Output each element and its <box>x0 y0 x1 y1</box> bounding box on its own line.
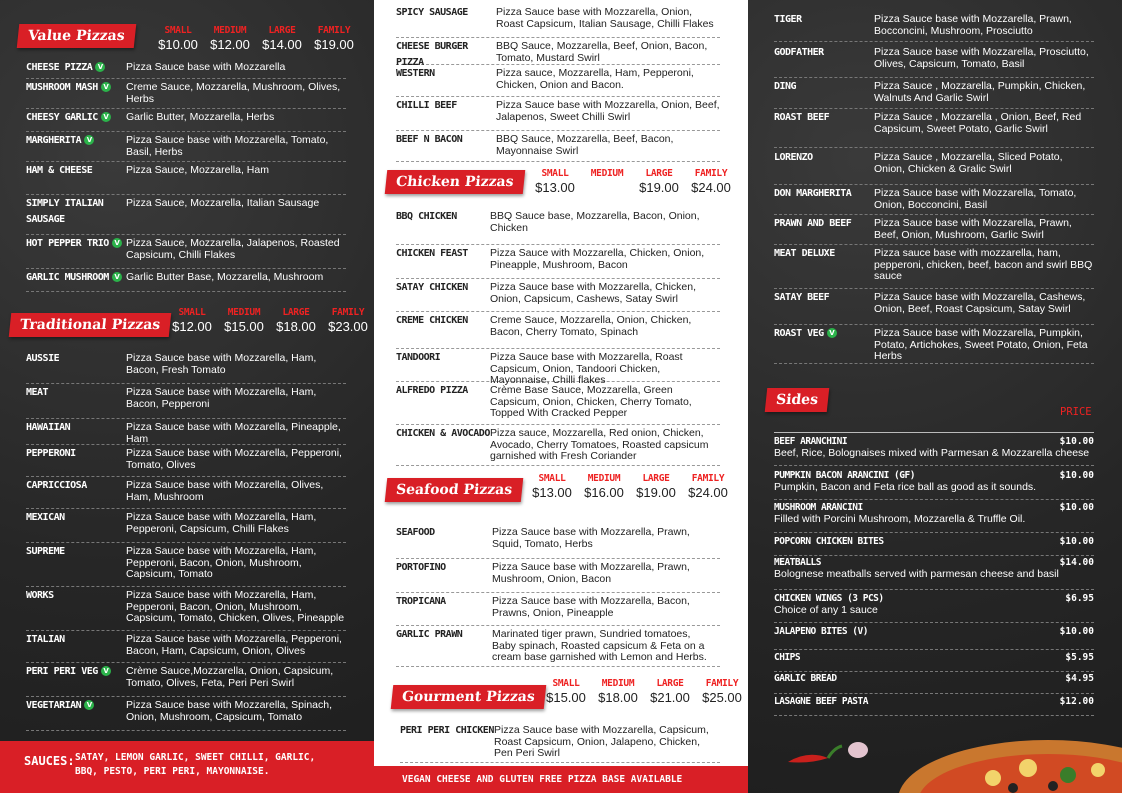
size-price: $12.00 <box>172 319 212 334</box>
item-name: ITALIAN <box>26 634 65 645</box>
item-name: MEXICAN <box>26 512 65 523</box>
size-small <box>166 307 218 334</box>
menu-item-tandoori <box>396 350 720 386</box>
side-name: POPCORN CHICKEN BITES <box>774 536 884 547</box>
side-item-pumpkin-bacon-arancini-gf <box>774 470 1094 500</box>
size-label: SMALL <box>541 168 569 179</box>
side-price: $10.00 <box>1059 536 1094 547</box>
menu-item-creme-chicken <box>396 313 720 349</box>
item-name: BEEF N BACON <box>396 134 463 145</box>
item-name: ROAST BEEF <box>774 112 830 123</box>
item-description: Pizza Sauce base with Mozzarella, Tomato, Basil, Herbs <box>126 134 329 158</box>
item-name: MARGHERITA <box>26 135 82 146</box>
size-label: MEDIUM <box>587 473 621 484</box>
size-small <box>152 25 204 52</box>
menu-item-hawaiian <box>26 420 346 445</box>
menu-item-don-margherita <box>774 186 1094 215</box>
side-item-jalapeno-bites-v <box>774 626 1094 650</box>
item-name: ALFREDO PIZZA <box>396 385 468 396</box>
item-description: Pizza Sauce base with Mozzarella, Ham, Pepperoni, Bacon, Onion, Mushroom, Capsicum, Tomato, Chicken, Olives, Pineapple <box>126 589 345 624</box>
size-label: SMALL <box>552 678 580 689</box>
size-price: $10.00 <box>158 37 198 52</box>
item-description: Pizza Sauce base with Mozzarella, Ham, Pepperoni, Bacon, Onion, Mushroom, Capsicum, Tomato <box>126 545 317 580</box>
traditional-pizzas-banner: Traditional Pizzas <box>9 313 172 337</box>
menu-item-godfather <box>774 45 1094 78</box>
item-description: Pizza Sauce base with Mozzarella, Prosciutto, Olives, Capsicum, Tomato, Basil <box>874 46 1089 70</box>
side-item-beef-aranchini <box>774 436 1094 466</box>
size-price: $25.00 <box>702 690 742 705</box>
menu-item-meat-deluxe <box>774 246 1094 289</box>
side-name: GARLIC BREAD <box>774 673 837 684</box>
size-large <box>256 25 308 52</box>
menu-item-satay-chicken <box>396 280 720 312</box>
menu-item-tropicana <box>396 594 720 626</box>
size-price: $13.00 <box>532 485 572 500</box>
item-description: BBQ Sauce, Mozzarella, Beef, Bacon, Mayonnaise Swirl <box>496 133 674 157</box>
item-name: CHEESE PIZZA <box>26 62 93 73</box>
menu-item-hot-pepper-trio <box>26 236 346 269</box>
side-price: $12.00 <box>1059 696 1094 707</box>
size-price: $19.00 <box>636 485 676 500</box>
middle-panel <box>374 0 748 793</box>
menu-item-beef-n-bacon <box>396 132 720 162</box>
item-description: Pizza Sauce , Mozzarella, Sliced Potato, Onion, Chicken & Gralic Swirl <box>874 151 1063 175</box>
item-description: Pizza Sauce base with Mozzarella, Onion, Roast Capsicum, Italian Sausage, Chilli Flakes <box>496 6 714 30</box>
item-description: Pizza Sauce base with Mozzarella, Ham, Pepperoni, Capsicum, Chilli Flakes <box>126 511 317 535</box>
seafood-sizes <box>526 473 734 500</box>
item-name: MEAT <box>26 387 49 398</box>
item-name: CHEESE BURGER PIZZA <box>396 41 468 68</box>
price-label: PRICE <box>1060 406 1092 418</box>
item-name: HAWAIIAN <box>26 422 71 433</box>
size-label: LARGE <box>645 168 673 179</box>
item-name: SATAY CHICKEN <box>396 282 468 293</box>
menu-item-bbq-chicken <box>396 209 720 245</box>
side-price: $10.00 <box>1059 436 1094 447</box>
size-family <box>685 168 737 195</box>
item-description: Pizza Sauce base with Mozzarella, Chicken, Onion, Capsicum, Cashews, Satay Swirl <box>490 281 697 305</box>
size-family <box>682 473 734 500</box>
item-name: PERI PERI CHICKEN <box>400 725 494 736</box>
size-small <box>540 678 592 705</box>
item-description: Creme Sauce, Mozzarella, Onion, Chicken, Bacon, Cherry Tomato, Spinach <box>490 314 692 338</box>
menu-item-chicken-feast <box>396 246 720 279</box>
menu-item-ding <box>774 79 1094 109</box>
item-description: Pizza sauce base with mozzarella, ham, pepperoni, chicken, beef, bacon and swirl BBQ sauce <box>874 247 1093 282</box>
side-price: $5.95 <box>1065 652 1094 663</box>
item-name: CAPRICCIOSA <box>26 480 87 491</box>
size-family <box>696 678 748 705</box>
item-name: BBQ CHICKEN <box>396 211 457 222</box>
menu-item-seafood <box>396 525 720 559</box>
chicken-pizzas-banner: Chicken Pizzas <box>385 170 525 194</box>
menu-item-cheese-pizza <box>26 60 346 79</box>
item-name: PERI PERI VEG <box>26 666 98 677</box>
item-name: PORTOFINO <box>396 562 446 573</box>
size-label: FAMILY <box>691 473 725 484</box>
menu-item-roast-beef <box>774 110 1094 148</box>
size-label: LARGE <box>282 307 310 318</box>
size-label: SMALL <box>178 307 206 318</box>
size-small <box>529 168 581 195</box>
item-description: Pizza Sauce base with Mozzarella, Onion, Beef, Jalapenos, Sweet Chilli Swirl <box>496 99 720 123</box>
menu-item-simply-italian-sausage <box>26 196 346 235</box>
side-price: $10.00 <box>1059 470 1094 481</box>
side-description: Filled with Porcini Mushroom, Mozzarella & Truffle Oil. <box>774 513 1026 525</box>
item-name: WESTERN <box>396 68 435 79</box>
item-description: Garlic Butter, Mozzarella, Herbs <box>126 111 275 123</box>
item-description: Pizza Sauce base with Mozzarella, Ham, Bacon, Pepperoni <box>126 386 317 410</box>
item-description: Pizza Sauce, Mozzarella, Ham <box>126 164 269 176</box>
size-label: FAMILY <box>705 678 739 689</box>
item-description: Garlic Butter Base, Mozzarella, Mushroom <box>126 271 324 283</box>
item-name: CHEESY GARLIC <box>26 112 98 123</box>
item-description: Marinated tiger prawn, Sundried tomatoes, Baby spinach, Roasted capsicum & Feta on a cream base garnished with Lemon and Herbs. <box>492 628 707 663</box>
side-name: BEEF ARANCHINI <box>774 436 848 447</box>
pizza-image <box>778 720 1122 793</box>
item-name: WORKS <box>26 590 54 601</box>
menu-item-garlic-prawn <box>396 627 720 667</box>
side-item-chicken-wings-3-pcs <box>774 593 1094 623</box>
size-label: MEDIUM <box>590 168 624 179</box>
menu-item-alfredo-pizza <box>396 383 720 425</box>
item-description: Pizza Sauce base with Mozzarella, Roast Capsicum, Onion, Tandoori Chicken, Mayonnaise, Chilli flakes <box>490 351 683 386</box>
menu-item-vegetarian <box>26 698 346 731</box>
size-price: $15.00 <box>224 319 264 334</box>
vegan-note: VEGAN CHEESE AND GLUTEN FREE PIZZA BASE AVAILABLE <box>402 774 683 785</box>
size-price: $19.00 <box>314 37 354 52</box>
side-name: CHICKEN WINGS (3 PCS) <box>774 593 884 604</box>
sides-divider <box>774 432 1094 433</box>
sauces-label: SAUCES: <box>24 754 75 768</box>
item-name: SEAFOOD <box>396 527 435 538</box>
side-price: $14.00 <box>1059 557 1094 568</box>
side-description: Pumpkin, Bacon and Feta rice ball as good as it sounds. <box>774 481 1037 493</box>
item-description: Pizza Sauce base with Mozzarella, Spinach, Onion, Mushroom, Capsicum, Tomato <box>126 699 333 723</box>
size-label: FAMILY <box>694 168 728 179</box>
vegetarian-icon: V <box>101 666 111 676</box>
size-medium <box>578 473 630 500</box>
item-description: Pizza Sauce base with Mozzarella, Cashews, Onion, Beef, Roast Capsicum, Satay Swirl <box>874 291 1086 315</box>
item-description: Pizza Sauce base with Mozzarella, Prawn, Beef, Onion, Mushroom, Garlic Swirl <box>874 217 1072 241</box>
menu-item-garlic-mushroom <box>26 270 346 292</box>
gourmet-pizzas-banner: Gourment Pizzas <box>391 685 546 709</box>
size-family <box>308 25 360 52</box>
side-description: Choice of any 1 sauce <box>774 604 878 616</box>
item-name: VEGETARIAN <box>26 700 82 711</box>
item-description: Pizza Sauce base with Mozzarella, Tomato, Onion, Bocconcini, Basil <box>874 187 1077 211</box>
item-name: CREME CHICKEN <box>396 315 468 326</box>
side-price: $10.00 <box>1059 626 1094 637</box>
size-medium <box>218 307 270 334</box>
item-description: Pizza Sauce base with Mozzarella, Prawn, Bocconcini, Mushroom, Prosciutto <box>874 13 1072 37</box>
item-description: Crème Sauce,Mozzarella, Onion, Capsicum, Tomato, Olives, Feta, Peri Peri Swirl <box>126 665 334 689</box>
item-description: Pizza Sauce base with Mozzarella, Pepperoni, Tomato, Olives <box>126 447 342 471</box>
menu-item-portofino <box>396 560 720 593</box>
menu-item-pepperoni <box>26 446 346 477</box>
seafood-pizzas-banner: Seafood Pizzas <box>385 478 524 502</box>
vegetarian-icon: V <box>95 62 105 72</box>
menu-item-lorenzo <box>774 150 1094 185</box>
menu-item-mexican <box>26 510 346 543</box>
size-price: $18.00 <box>276 319 316 334</box>
size-medium <box>592 678 644 705</box>
menu-item-peri-peri-veg <box>26 664 346 697</box>
size-label: MEDIUM <box>227 307 261 318</box>
size-label: MEDIUM <box>213 25 247 36</box>
side-item-meatballs <box>774 557 1094 590</box>
size-label: LARGE <box>656 678 684 689</box>
size-price: $19.00 <box>639 180 679 195</box>
vegetarian-icon: V <box>827 328 837 338</box>
menu-item-chicken-avocado <box>396 426 720 466</box>
size-large <box>644 678 696 705</box>
size-large <box>630 473 682 500</box>
size-label: SMALL <box>164 25 192 36</box>
traditional-sizes <box>166 307 374 334</box>
size-label: LARGE <box>268 25 296 36</box>
item-description: Pizza Sauce base with Mozzarella, Prawn, Squid, Tomato, Herbs <box>492 526 690 550</box>
item-name: CHICKEN FEAST <box>396 248 468 259</box>
side-description: Bolognese meatballs served with parmesan cheese and basil <box>774 568 1059 580</box>
item-name: CHILLI BEEF <box>396 100 457 111</box>
side-description: Beef, Rice, Bolognaises mixed with Parmesan & Mozzarella cheese <box>774 447 1090 459</box>
item-name: PRAWN AND BEEF <box>774 218 852 229</box>
menu-item-satay-beef <box>774 290 1094 325</box>
size-large <box>633 168 685 195</box>
item-description: Creme Sauce, Mozzarella, Mushroom, Olives, Herbs <box>126 81 341 105</box>
size-label: FAMILY <box>317 25 351 36</box>
item-name: SATAY BEEF <box>774 292 830 303</box>
size-price: $16.00 <box>584 485 624 500</box>
side-name: JALAPENO BITES (V) <box>774 626 868 637</box>
menu-item-prawn-and-beef <box>774 216 1094 245</box>
size-label: FAMILY <box>331 307 365 318</box>
item-description: Pizza sauce, Mozzarella, Red onion, Chicken, Avocado, Cherry Tomatoes, Roasted capsicum garnished with Fresh Coriander <box>490 427 709 462</box>
size-label: SMALL <box>538 473 566 484</box>
item-name: SIMPLY ITALIAN SAUSAGE <box>26 198 104 225</box>
menu-item-italian <box>26 632 346 663</box>
menu-item-western <box>396 66 720 97</box>
chicken-sizes <box>529 168 737 195</box>
side-name: PUMPKIN BACON ARANCINI (GF) <box>774 470 915 481</box>
size-price: $13.00 <box>535 180 575 195</box>
size-price: $23.00 <box>328 319 368 334</box>
vegetarian-icon: V <box>84 700 94 710</box>
item-name: AUSSIE <box>26 353 60 364</box>
item-description: Pizza sauce, Mozzarella, Ham, Pepperoni, Chicken, Onion and Bacon. <box>496 67 694 91</box>
value-sizes <box>152 25 360 52</box>
size-price: $12.00 <box>210 37 250 52</box>
menu-item-chilli-beef <box>396 98 720 131</box>
vegetarian-icon: V <box>112 238 122 248</box>
side-name: LASAGNE BEEF PASTA <box>774 696 868 707</box>
item-description: Pizza Sauce base with Mozzarella, Capsicum, Roast Capsicum, Onion, Jalapeno, Chicken, Pen Peri Swirl <box>494 724 709 759</box>
vegetarian-icon: V <box>112 272 122 282</box>
item-name: MUSHROOM MASH <box>26 82 98 93</box>
sauces-bar <box>0 741 374 793</box>
menu-item-cheesy-garlic <box>26 110 346 132</box>
item-description: Pizza Sauce base with Mozzarella, Ham, Bacon, Fresh Tomato <box>126 352 317 376</box>
item-description: Pizza Sauce base with Mozzarella, Prawn, Mushroom, Onion, Bacon <box>492 561 690 585</box>
item-description: Pizza Sauce base with Mozzarella, Bacon, Prawns, Onion, Pineapple <box>492 595 690 619</box>
vegan-note-bar <box>374 766 748 793</box>
sauces-text: SATAY, LEMON GARLIC, SWEET CHILLI, GARLIC, BBQ, PESTO, PERI PERI, MAYONNAISE. <box>75 752 316 777</box>
item-description: Pizza Sauce base with Mozzarella <box>126 61 286 73</box>
size-price: $24.00 <box>691 180 731 195</box>
item-description: Pizza Sauce base with Mozzarella, Pumpkin, Potato, Artichokes, Sweet Potato, Onion, Feta Herbs <box>874 327 1088 362</box>
size-medium <box>204 25 256 52</box>
size-medium <box>581 168 633 195</box>
item-description: Pizza Sauce base with Mozzarella, Pineapple, Ham <box>126 421 341 445</box>
item-description: Crème Base Sauce, Mozzarella, Green Capsicum, Onion, Chicken, Cherry Tomato, Topped With Cracked Pepper <box>490 384 692 419</box>
vegetarian-icon: V <box>101 112 111 122</box>
sides-banner: Sides <box>765 388 830 412</box>
side-item-popcorn-chicken-bites <box>774 536 1094 556</box>
size-large <box>270 307 322 334</box>
menu-item-peri-peri-chicken <box>400 723 720 763</box>
item-description: Pizza Sauce with Mozzarella, Chicken, Onion, Pineapple, Mushroom, Bacon <box>490 247 705 271</box>
menu-item-aussie <box>26 351 346 384</box>
size-price: $14.00 <box>262 37 302 52</box>
item-name: GODFATHER <box>774 47 824 58</box>
left-panel <box>0 0 374 793</box>
side-name: MEATBALLS <box>774 557 821 568</box>
side-price: $4.95 <box>1065 673 1094 684</box>
size-label: LARGE <box>642 473 670 484</box>
item-name: GARLIC MUSHROOM <box>26 272 109 283</box>
side-item-mushroom-arancini <box>774 502 1094 533</box>
menu-item-roast-veg <box>774 326 1094 364</box>
side-item-garlic-bread <box>774 673 1094 694</box>
item-name: GARLIC PRAWN <box>396 629 463 640</box>
item-description: Pizza Sauce base with Mozzarella, Olives, Ham, Mushroom <box>126 479 324 503</box>
item-description: Pizza Sauce, Mozzarella, Jalapenos, Roasted Capsicum, Chilli Flakes <box>126 237 340 261</box>
right-panel <box>748 0 1122 793</box>
item-description: Pizza Sauce base with Mozzarella, Pepperoni, Bacon, Ham, Capsicum, Onion, Olives <box>126 633 342 657</box>
menu-item-spicy-sausage <box>396 5 720 38</box>
item-name: PEPPERONI <box>26 448 76 459</box>
size-price: $21.00 <box>650 690 690 705</box>
item-name: HOT PEPPER TRIO <box>26 238 109 249</box>
side-item-lasagne-beef-pasta <box>774 696 1094 716</box>
menu-item-capricciosa <box>26 478 346 509</box>
size-family <box>322 307 374 334</box>
side-price: $6.95 <box>1065 593 1094 604</box>
item-name: SPICY SAUSAGE <box>396 7 468 18</box>
item-name: DON MARGHERITA <box>774 188 852 199</box>
size-label: MEDIUM <box>601 678 635 689</box>
menu-item-mushroom-mash <box>26 80 346 109</box>
menu-item-tiger <box>774 12 1094 42</box>
item-name: SUPREME <box>26 546 65 557</box>
menu-item-meat <box>26 385 346 419</box>
gourmet-sizes <box>540 678 748 705</box>
side-name: MUSHROOM ARANCINI <box>774 502 863 513</box>
item-name: DING <box>774 81 797 92</box>
item-name: ROAST VEG <box>774 328 824 339</box>
menu-item-margherita <box>26 133 346 162</box>
size-small <box>526 473 578 500</box>
side-price: $10.00 <box>1059 502 1094 513</box>
item-name: TANDOORI <box>396 352 441 363</box>
menu-item-works <box>26 588 346 631</box>
item-name: LORENZO <box>774 152 813 163</box>
item-description: Pizza Sauce , Mozzarella , Onion, Beef, Red Capsicum, Sweet Potato, Garlic Swirl <box>874 111 1082 135</box>
menu-item-ham-cheese <box>26 163 346 195</box>
item-description: Pizza Sauce , Mozzarella, Pumpkin, Chicken, Walnuts And Garlic Swirl <box>874 80 1086 104</box>
vegetarian-icon: V <box>84 135 94 145</box>
item-description: BBQ Sauce, Mozzarella, Beef, Onion, Bacon, Tomato, Mustard Swirl <box>496 40 708 64</box>
side-name: CHIPS <box>774 652 801 663</box>
size-price: $15.00 <box>546 690 586 705</box>
item-name: HAM & CHEESE <box>26 165 93 176</box>
menu-item-supreme <box>26 544 346 587</box>
item-description: BBQ Sauce base, Mozzarella, Bacon, Onion, Chicken <box>490 210 700 234</box>
menu-item-cheese-burger-pizza <box>396 39 720 68</box>
vegetarian-icon: V <box>101 82 111 92</box>
item-description: Pizza Sauce, Mozzarella, Italian Sausage <box>126 197 320 209</box>
size-price: $18.00 <box>598 690 638 705</box>
value-pizzas-banner: Value Pizzas <box>17 24 136 48</box>
item-name: MEAT DELUXE <box>774 248 835 259</box>
item-name: TROPICANA <box>396 596 446 607</box>
item-name: CHICKEN & AVOCADO <box>396 428 490 439</box>
side-item-chips <box>774 652 1094 672</box>
size-price: $24.00 <box>688 485 728 500</box>
item-name: TIGER <box>774 14 802 25</box>
